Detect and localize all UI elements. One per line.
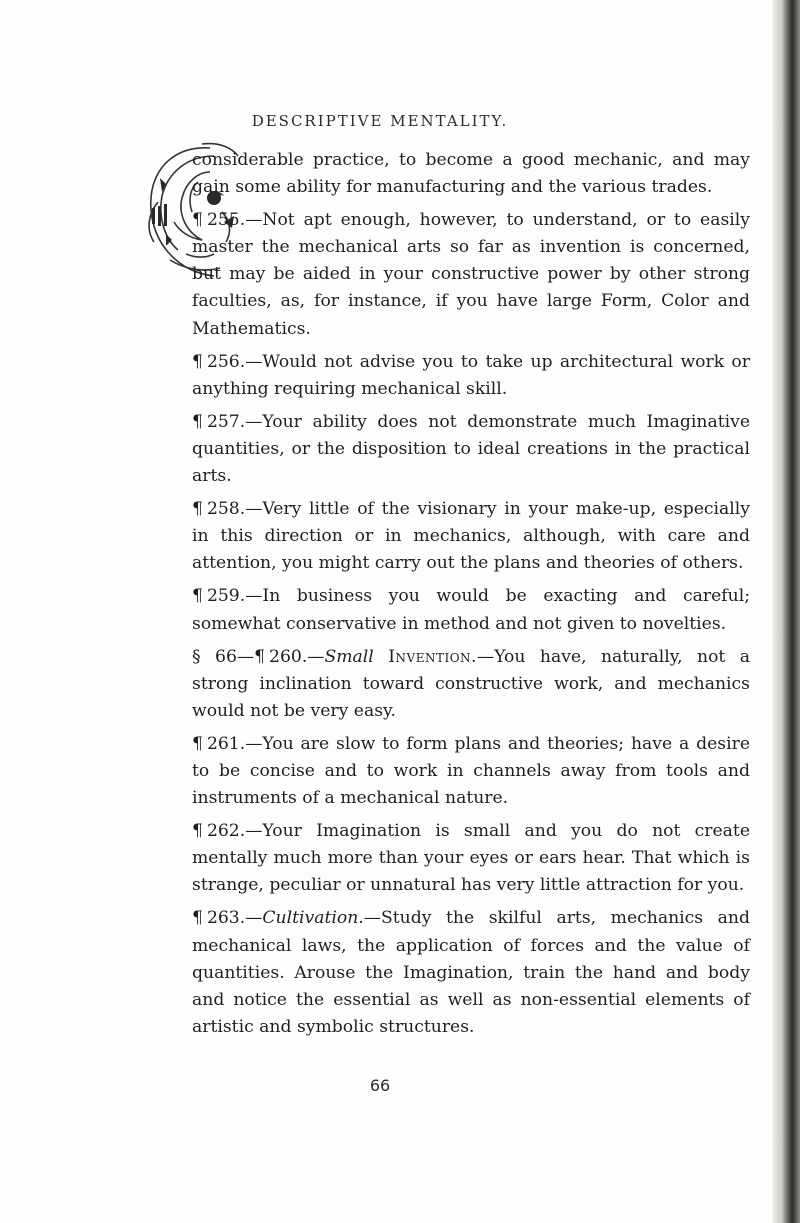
section-title-italic: —Small bbox=[307, 646, 374, 667]
pilcrow-icon: ¶ bbox=[192, 411, 203, 432]
paragraph-256 bbox=[192, 349, 750, 403]
paragraph-number: 256. bbox=[206, 351, 246, 372]
pilcrow-icon: ¶ bbox=[192, 210, 203, 231]
paragraph-text: —In business you would be exacting and careful; somewhat conservative in method and not given to novelties. bbox=[192, 586, 750, 634]
pilcrow-icon: ¶ bbox=[192, 821, 203, 842]
section-title: Invention. bbox=[388, 646, 477, 667]
pilcrow-icon: ¶ bbox=[192, 351, 203, 372]
paragraph-text: —You are slow to form plans and theories; have a desire to be concise and to work in channels away from tools and instruments of a mechanical nature. bbox=[192, 733, 750, 809]
running-head: DESCRIPTIVE MENTALITY. bbox=[251, 112, 509, 130]
paragraph-number: 258. bbox=[206, 499, 246, 520]
page-body bbox=[192, 147, 750, 1047]
page-binding-edge bbox=[772, 0, 800, 1223]
pilcrow-icon: ¶ bbox=[192, 499, 203, 520]
section-66 bbox=[192, 644, 750, 725]
paragraph-number: 257. bbox=[206, 411, 246, 432]
paragraph-text: —Not apt enough, however, to understand, or to easily master the mechanical arts so far as invention is concerned, but may be aided in your constructive power by other strong faculties, as, for instance, if you have large Form, Color and Mathematics. bbox=[192, 210, 750, 339]
paragraph-262 bbox=[192, 818, 750, 899]
paragraph-263 bbox=[192, 905, 750, 1040]
paragraph-257 bbox=[192, 409, 750, 490]
pilcrow-icon: ¶ bbox=[192, 586, 203, 607]
paragraph-number: 261. bbox=[206, 733, 246, 754]
pilcrow-icon: ¶ bbox=[192, 733, 203, 754]
paragraph-text: —Study the skilful arts, mechanics and mechanical laws, the application of forces and the value of quantities. Arouse the Imagination, train the hand and body and notice the essential as well as non-essential elements of artistic and symbolic structures. bbox=[192, 908, 750, 1037]
paragraph-text: —Would not advise you to take up architectural work or anything requiring mechanical skill. bbox=[192, 351, 750, 399]
paragraph-258 bbox=[192, 496, 750, 577]
cultivation-heading: —Cultivation. bbox=[245, 908, 364, 929]
paragraph-text: —Very little of the visionary in your make-up, especially in this direction or in mechanics, although, with care and attention, you might carry out the plans and theories of others. bbox=[192, 499, 750, 574]
paragraph-number: 255. bbox=[206, 210, 246, 231]
page-number: 66 bbox=[369, 1076, 391, 1095]
paragraph-number: 263. bbox=[206, 908, 246, 929]
paragraph-255 bbox=[192, 207, 750, 342]
pilcrow-icon: ¶ bbox=[192, 908, 203, 929]
pilcrow-icon: ¶ bbox=[254, 646, 266, 667]
paragraph-continued: considerable practice, to become a good mechanic, and may gain some ability for manufacturing and the various trades. bbox=[192, 150, 750, 198]
paragraph-text: —Your ability does not demonstrate much Imaginative quantities, or the disposition to ideal creations in the practical arts. bbox=[192, 411, 750, 487]
paragraph-text: —Your Imagination is small and you do not create mentally much more than your eyes or ears hear. That which is strange, peculiar or unnatural has very little attraction for you. bbox=[192, 821, 750, 896]
paragraph-text: —You have, naturally, not a strong inclination toward constructive work, and mechanics would not be very easy. bbox=[192, 646, 750, 721]
paragraph-261 bbox=[192, 731, 750, 812]
paragraph-number: 259. bbox=[206, 586, 246, 607]
paragraph-number: 262. bbox=[206, 821, 246, 842]
section-marker: § 66— bbox=[192, 646, 255, 667]
paragraph-number: 260. bbox=[269, 646, 308, 667]
paragraph-259 bbox=[192, 583, 750, 637]
